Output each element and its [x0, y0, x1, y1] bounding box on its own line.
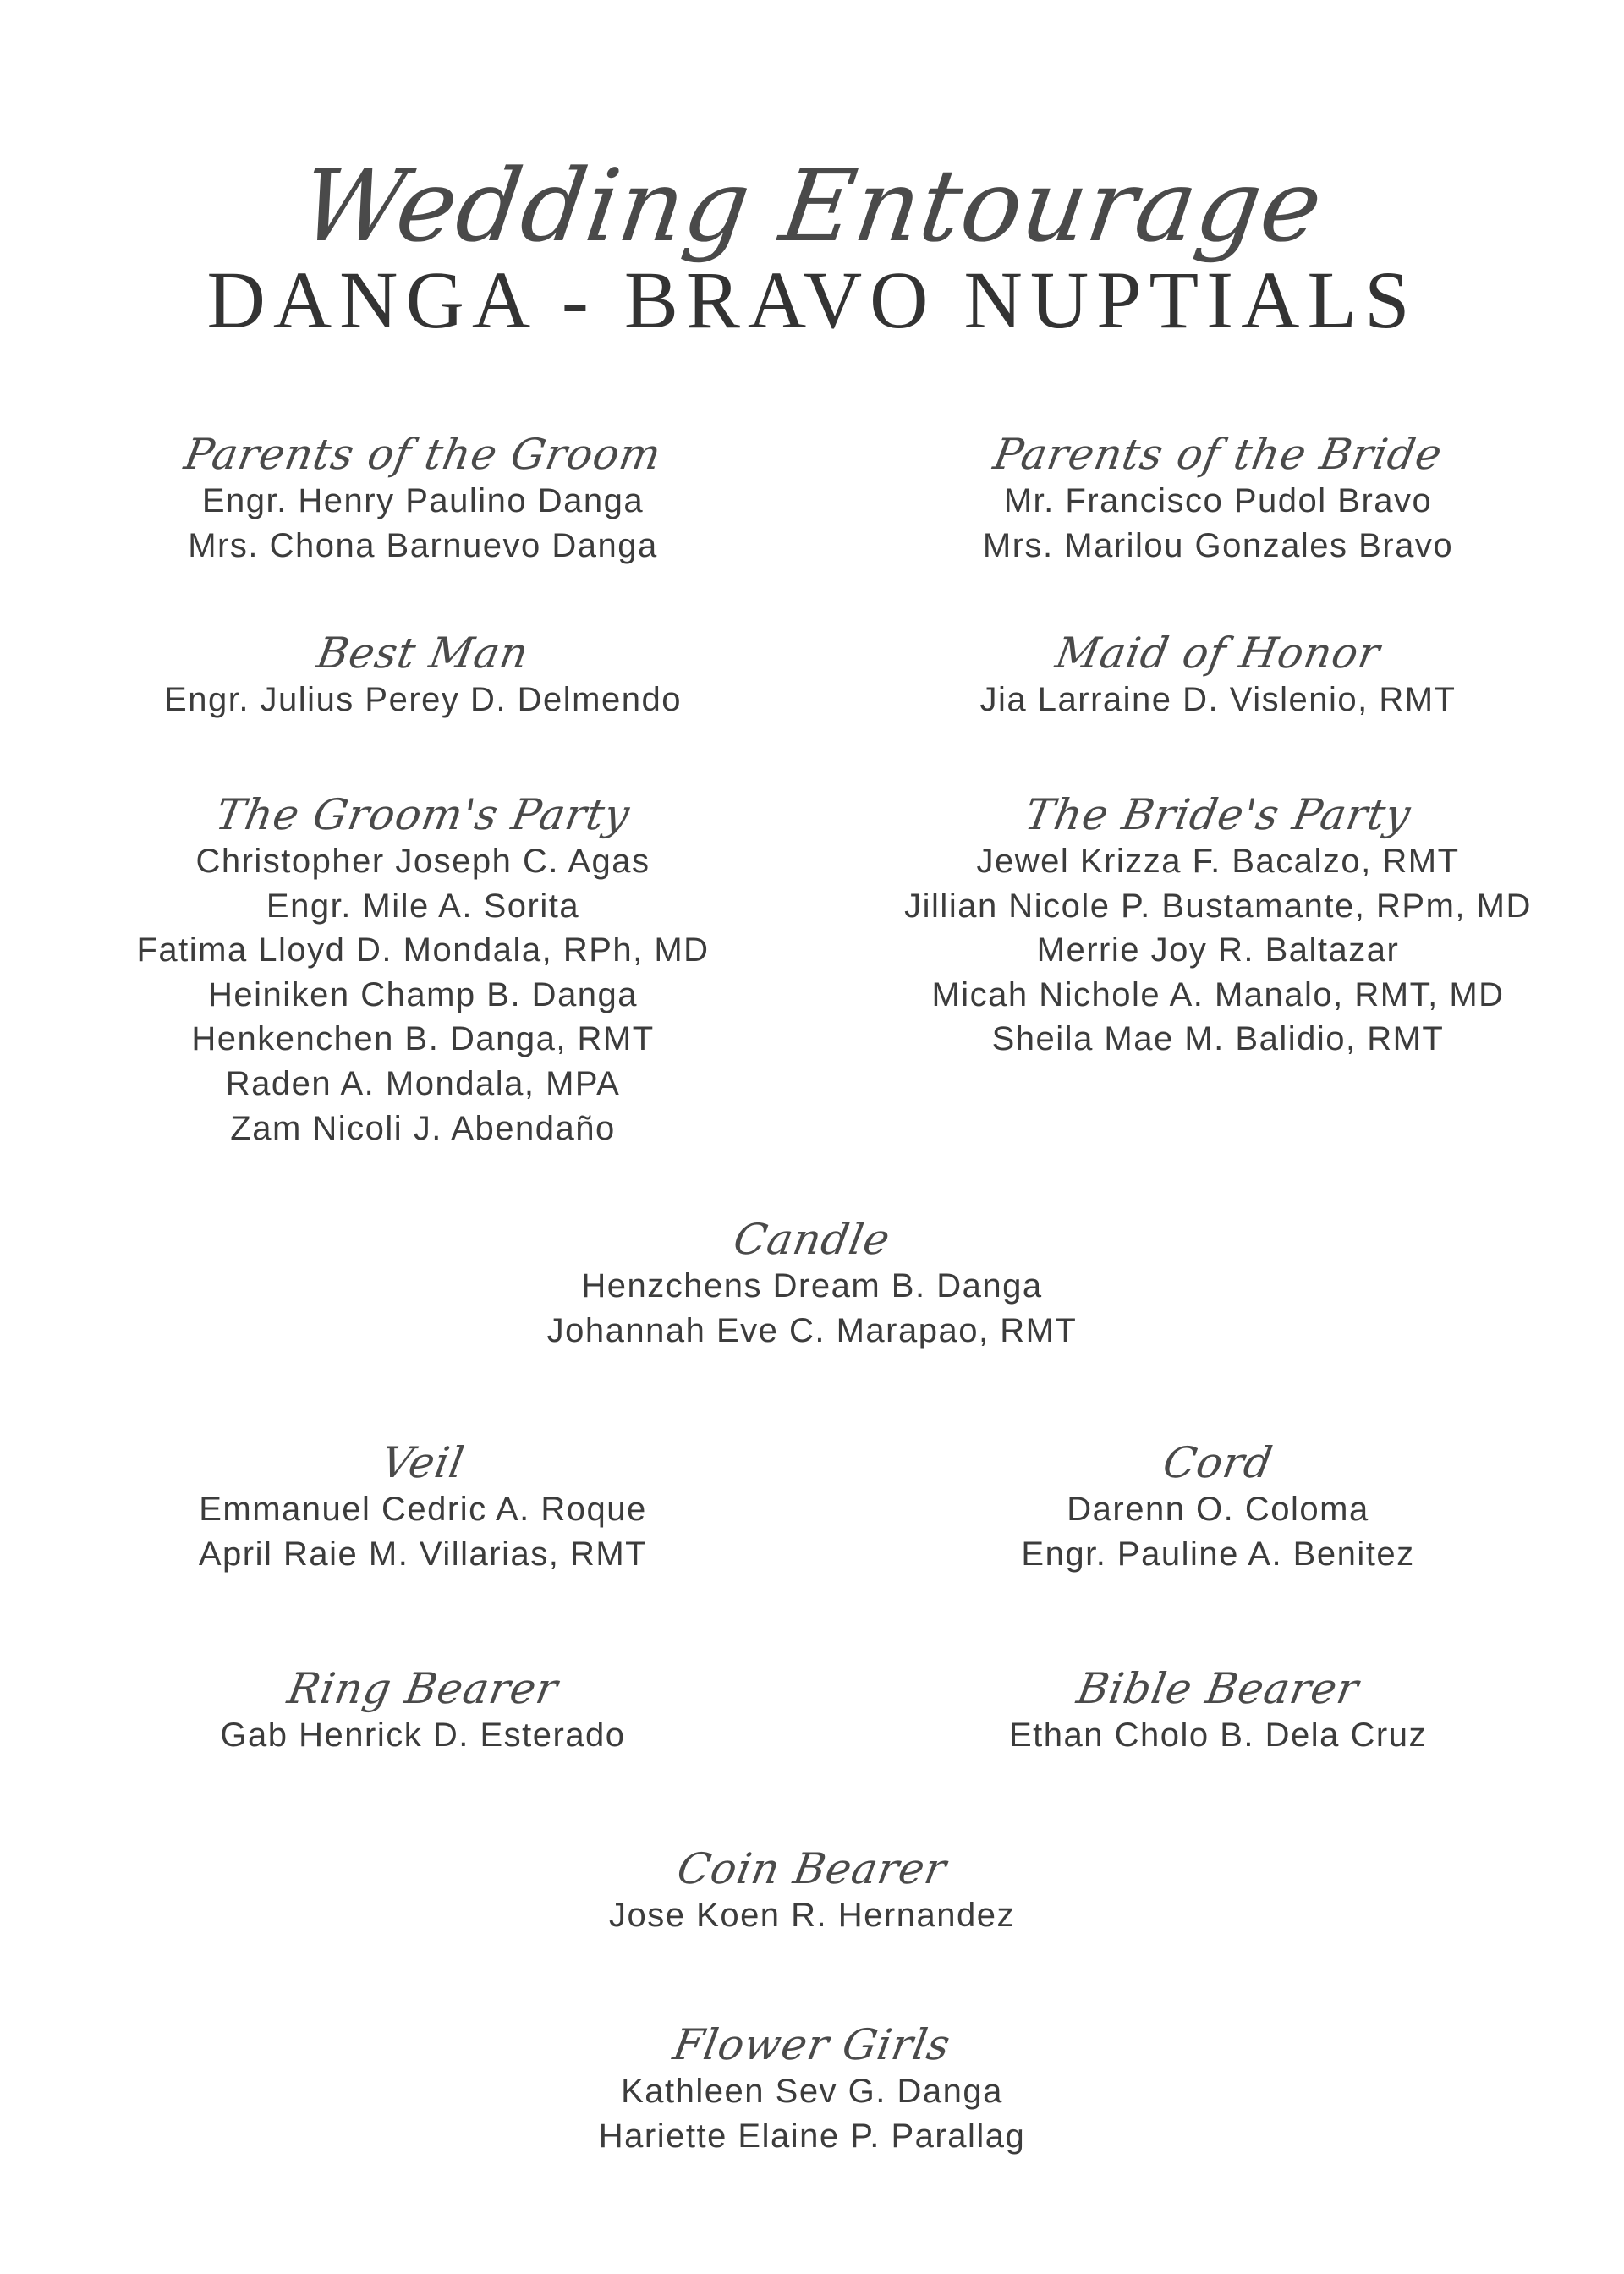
entourage-name: Henkenchen B. Danga, RMT	[191, 1020, 655, 1058]
entourage-name: Sheila Mae M. Balidio, RMT	[991, 1020, 1445, 1058]
section-best-man	[51, 629, 795, 722]
entourage-name: Engr. Julius Perey D. Delmendo	[164, 681, 682, 718]
page-title: DANGA - BRAVO NUPTIALS	[206, 255, 1418, 345]
entourage-name: Engr. Mile A. Sorita	[266, 887, 580, 925]
entourage-name: Hariette Elaine P. Parallag	[598, 2117, 1026, 2155]
section-parents-of-bride	[846, 430, 1590, 568]
entourage-name: Heiniken Champ B. Danga	[207, 975, 639, 1013]
section-maid-of-honor	[846, 629, 1590, 722]
entourage-name: Jillian Nicole P. Bustamante, RPm, MD	[904, 887, 1532, 925]
section-heading: Maid of Honor	[1051, 629, 1385, 678]
entourage-name: Jia Larraine D. Vislenio, RMT	[979, 681, 1457, 718]
entourage-name: Zam Nicoli J. Abendaño	[230, 1109, 616, 1147]
entourage-name: Raden A. Mondala, MPA	[225, 1064, 621, 1102]
section-heading: Candle	[729, 1215, 895, 1264]
section-heading: Veil	[377, 1438, 469, 1487]
section-candle	[389, 1215, 1235, 1353]
entourage-name: Ethan Cholo B. Dela Cruz	[1008, 1716, 1427, 1754]
entourage-name: Christopher Joseph C. Agas	[195, 843, 650, 880]
section-heading: Bible Bearer	[1073, 1664, 1363, 1713]
section-grooms-party	[51, 790, 795, 1151]
section-heading: Best Man	[313, 629, 533, 678]
entourage-name: Kathleen Sev G. Danga	[621, 2073, 1003, 2110]
entourage-name: Johannah Eve C. Marapao, RMT	[546, 1311, 1078, 1349]
entourage-name: Engr. Pauline A. Benitez	[1021, 1535, 1415, 1573]
section-heading: Ring Bearer	[283, 1664, 562, 1713]
entourage-name: Henzchens Dream B. Danga	[581, 1267, 1043, 1305]
entourage-name: Merrie Joy R. Baltazar	[1036, 931, 1400, 969]
entourage-name: Jewel Krizza F. Bacalzo, RMT	[976, 843, 1460, 880]
script-title: Wedding Entourage	[294, 147, 1330, 264]
entourage-name: Mrs. Marilou Gonzales Bravo	[982, 526, 1454, 564]
section-heading: Parents of the Groom	[180, 430, 666, 479]
section-cord	[846, 1438, 1590, 1576]
section-heading: Flower Girls	[669, 2020, 955, 2069]
section-parents-of-groom	[51, 430, 795, 568]
entourage-name: Darenn O. Coloma	[1067, 1491, 1369, 1528]
entourage-name: Mrs. Chona Barnuevo Danga	[188, 526, 658, 564]
section-coin-bearer	[389, 1844, 1235, 1938]
entourage-name: Engr. Henry Paulino Danga	[201, 482, 645, 519]
entourage-name: April Raie M. Villarias, RMT	[198, 1535, 648, 1573]
section-heading: Coin Bearer	[673, 1844, 951, 1893]
section-heading: The Bride's Party	[1021, 790, 1415, 839]
entourage-name: Fatima Lloyd D. Mondala, RPh, MD	[136, 931, 710, 969]
entourage-name: Emmanuel Cedric A. Roque	[199, 1491, 647, 1528]
entourage-name: Gab Henrick D. Esterado	[220, 1716, 626, 1754]
section-veil	[51, 1438, 795, 1576]
entourage-name: Mr. Francisco Pudol Bravo	[1003, 482, 1433, 519]
section-ring-bearer	[51, 1664, 795, 1758]
entourage-name: Jose Koen R. Hernandez	[609, 1897, 1015, 1934]
section-heading: Cord	[1159, 1438, 1277, 1487]
entourage-name: Micah Nichole A. Manalo, RMT, MD	[931, 975, 1505, 1013]
section-brides-party	[846, 790, 1590, 1062]
section-bible-bearer	[846, 1664, 1590, 1758]
section-heading: The Groom's Party	[211, 790, 634, 839]
section-flower-girls	[389, 2020, 1235, 2158]
section-heading: Parents of the Bride	[990, 430, 1446, 479]
